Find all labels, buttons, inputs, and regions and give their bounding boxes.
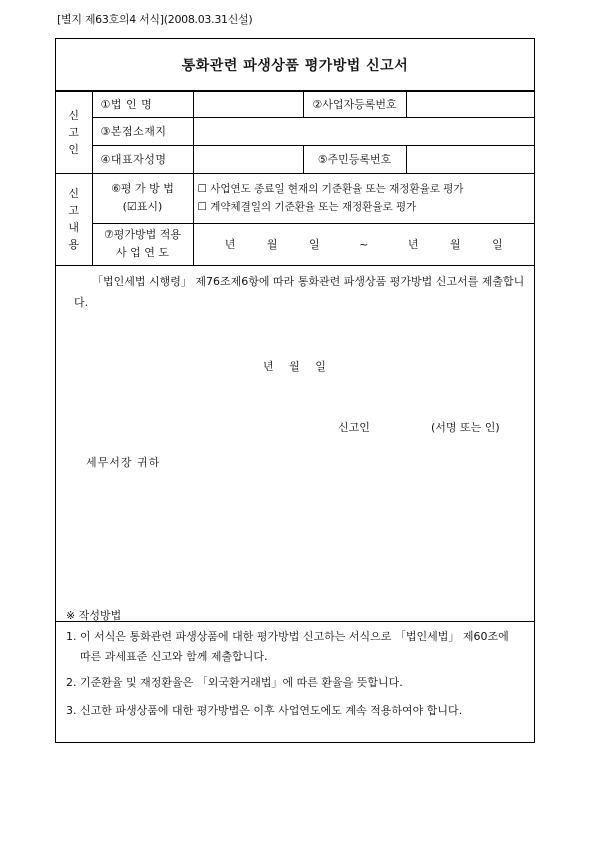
declaration-area xyxy=(56,266,534,622)
instruction-item: 2. 기준환율 및 재정환율은 「외국환거래법」에 따른 환율을 뜻합니다. xyxy=(66,676,403,689)
method-options xyxy=(193,173,534,223)
report-section-label: 신 고 내 용 xyxy=(56,173,92,265)
applicant-label: 신고인 xyxy=(338,420,370,434)
submission-date[interactable]: 년 월 일 xyxy=(263,359,326,373)
addressee: 세무서장 귀하 xyxy=(86,455,161,469)
resident-no-label: ⑤주민등록번호 xyxy=(303,145,406,173)
method-label: ⑥평 가 방 법 (☑표시) xyxy=(92,173,193,223)
instruction-item: 1. 이 서식은 통화관련 파생상품에 대한 평가방법 신고하는 서식으로 「법인세법」 제60조에 따른 과세표준 신고와 함께 제출합니다. xyxy=(66,630,509,663)
corp-name-label: ①법 인 명 xyxy=(92,92,193,117)
hq-address-field[interactable] xyxy=(193,117,534,145)
title-row xyxy=(56,39,534,92)
form-title: 통화관련 파생상품 평가방법 신고서 xyxy=(181,57,409,74)
year-range-field[interactable]: 년 월 일 ~ 년 월 일 xyxy=(193,223,534,265)
option-contract-date-rate-checkbox[interactable]: ☐ 계약체결일의 기준환율 또는 재정환율로 평가 xyxy=(197,201,417,213)
year-label: ⑦평가방법 적용 사 업 연 도 xyxy=(92,223,193,265)
biz-reg-field[interactable] xyxy=(406,92,534,117)
option-year-end-rate-checkbox[interactable]: ☐ 사업연도 종료일 현재의 기준환율 또는 재정환율로 평가 xyxy=(197,183,464,195)
representative-label: ④대표자성명 xyxy=(92,145,193,173)
representative-field[interactable] xyxy=(193,145,303,173)
hq-address-label: ③본점소재지 xyxy=(92,117,193,145)
biz-reg-label: ②사업자등록번호 xyxy=(303,92,406,117)
resident-no-field[interactable] xyxy=(406,145,534,173)
declaration-statement: 「법인세법 시행령」 제76조제6항에 따라 통화관련 파생상품 평가방법 신고서를 제출합니다. xyxy=(74,274,525,309)
applicant-section-label: 신 고 인 xyxy=(56,92,92,173)
form-reference-note: [별지 제63호의4 서식](2008.03.31신설) xyxy=(57,13,253,26)
form-table xyxy=(56,92,534,266)
signature-field[interactable]: (서명 또는 인) xyxy=(431,420,500,434)
instructions-title: ※ 작성방법 xyxy=(66,609,122,622)
corp-name-field[interactable] xyxy=(193,92,303,117)
report-form xyxy=(55,38,535,743)
instruction-item: 3. 신고한 파생상품에 대한 평가방법은 이후 사업연도에도 계속 적용하여야 합니다. xyxy=(66,704,463,717)
